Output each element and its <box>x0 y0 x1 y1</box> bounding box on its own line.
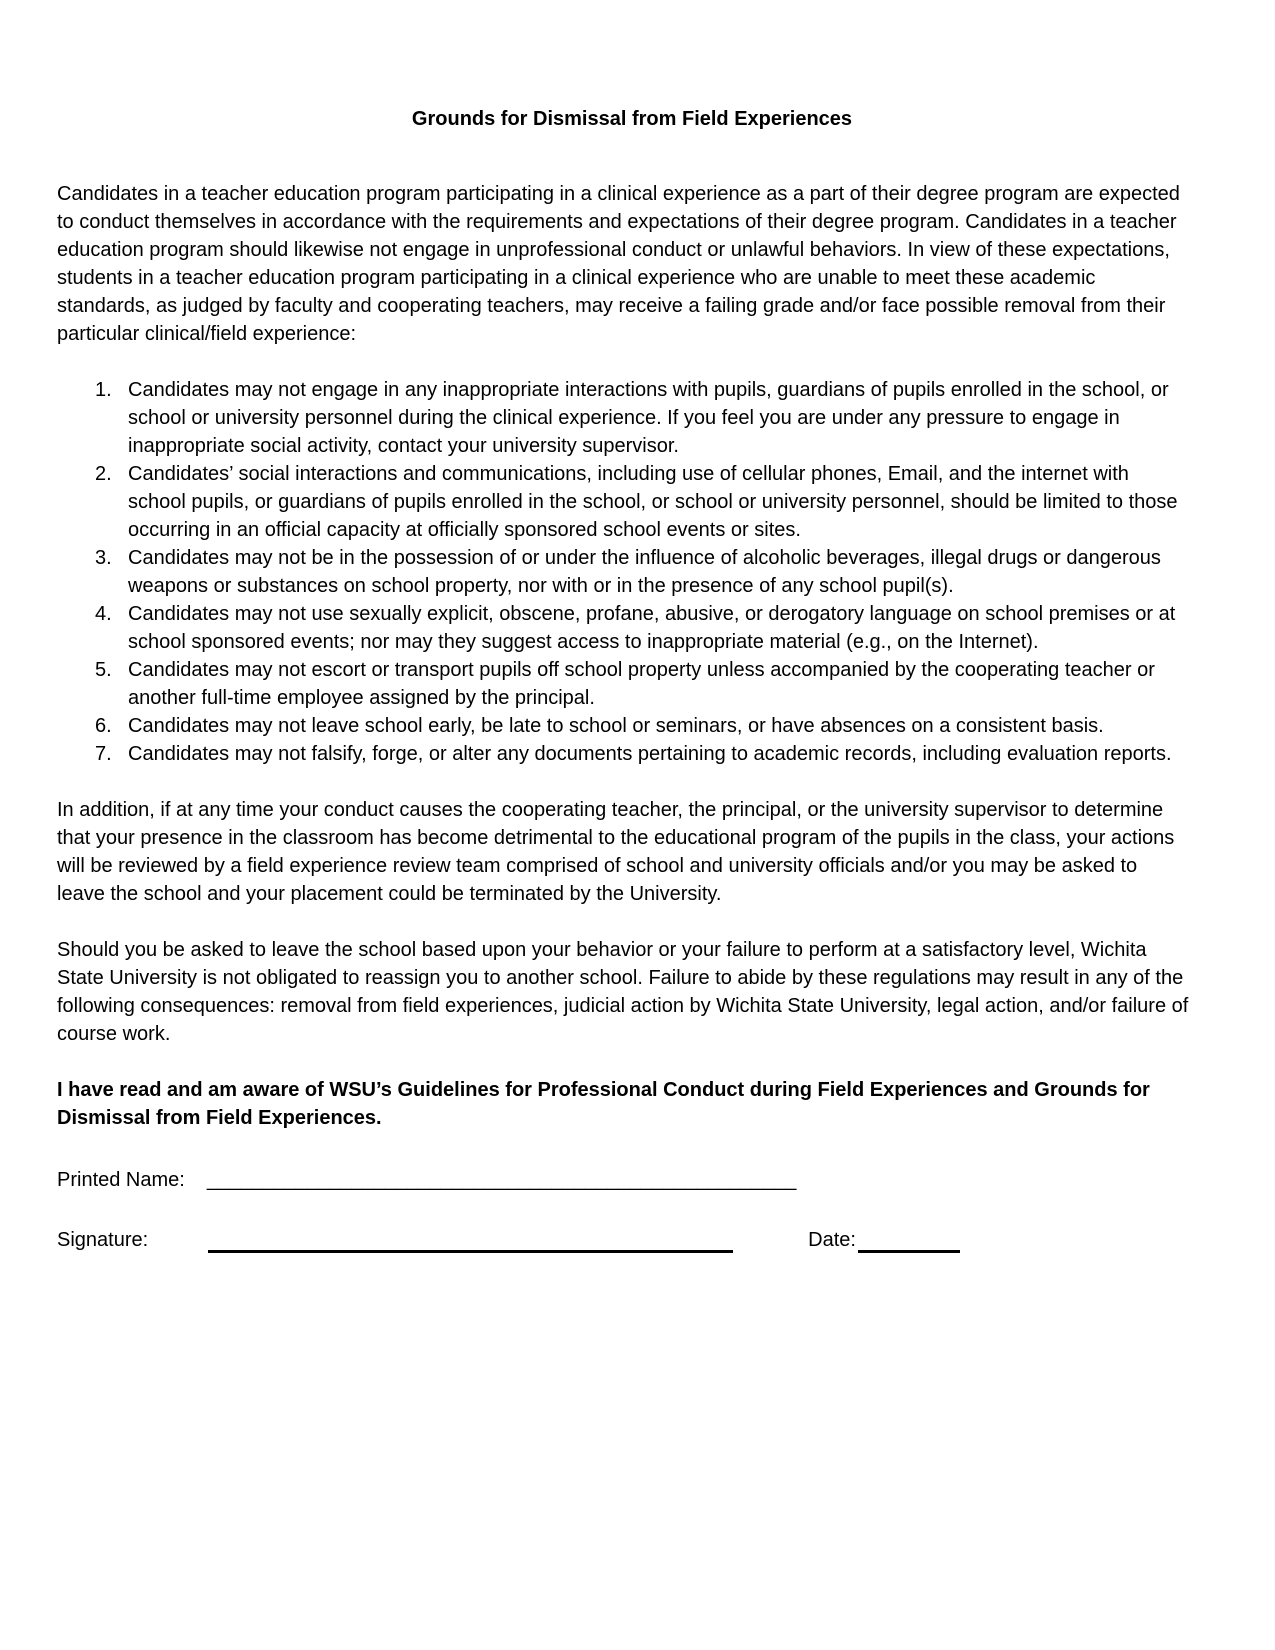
rules-list <box>57 376 1207 768</box>
text-line: In addition, if at any time your conduct causes the cooperating teacher, the principal, or the university supervisor to determine <box>57 799 1164 821</box>
list-item <box>57 460 1207 544</box>
text-line: Dismissal from Field Experiences. <box>57 1107 382 1129</box>
signature-label: Signature: <box>57 1229 149 1251</box>
text-line: particular clinical/field experience: <box>57 323 357 345</box>
list-item <box>57 544 1207 600</box>
text-line: that your presence in the classroom has become detrimental to the educational program of the pupils in the class, your actions <box>57 827 1175 849</box>
text-line: students in a teacher education program participating in a clinical experience who are unable to meet these academic <box>57 267 1096 289</box>
list-item-text <box>128 376 1207 460</box>
printed-name-row <box>57 1166 1207 1194</box>
list-item <box>57 712 1207 740</box>
text-line: Candidates may not engage in any inappropriate interactions with pupils, guardians of pupils enrolled in the school, or <box>128 379 1169 401</box>
text-line: Candidates may not falsify, forge, or alter any documents pertaining to academic records, including evaluation reports. <box>128 743 1172 765</box>
text-line: leave the school and your placement could be terminated by the University. <box>57 883 722 905</box>
text-line: Candidates’ social interactions and communications, including use of cellular phones, Email, and the internet with <box>128 463 1129 485</box>
text-line: standards, as judged by faculty and cooperating teachers, may receive a failing grade and/or face possible removal from their <box>57 295 1166 317</box>
date-label: Date: <box>808 1229 856 1251</box>
text-line: Candidates may not use sexually explicit, obscene, profane, abusive, or derogatory language on school premises or at <box>128 603 1176 625</box>
text-line: Candidates may not leave school early, be late to school or seminars, or have absences on a consistent basis. <box>128 715 1104 737</box>
list-item-number: 1. <box>95 379 112 401</box>
text-line: I have read and am aware of WSU’s Guidelines for Professional Conduct during Field Experiences and Grounds for <box>57 1079 1150 1101</box>
signature-field[interactable] <box>208 1250 733 1253</box>
list-item-text <box>128 740 1207 768</box>
list-item-number: 2. <box>95 463 112 485</box>
text-line: school pupils, or guardians of pupils enrolled in the school, or school or university personnel, should be limited to those <box>128 491 1178 513</box>
text-line: school or university personnel during the clinical experience. If you feel you are under any pressure to engage in <box>128 407 1120 429</box>
text-line: school sponsored events; nor may they suggest access to inappropriate material (e.g., on the Internet). <box>128 631 1039 653</box>
list-item-number: 4. <box>95 603 112 625</box>
acknowledgement-paragraph <box>57 1076 1207 1132</box>
document-content <box>57 0 1207 1254</box>
text-line: Should you be asked to leave the school based upon your behavior or your failure to perform at a satisfactory level, Wichita <box>57 939 1147 961</box>
text-line: inappropriate social activity, contact your university supervisor. <box>128 435 679 457</box>
consequences-paragraph <box>57 936 1207 1048</box>
date-field[interactable] <box>858 1250 960 1253</box>
list-item-text <box>128 600 1207 656</box>
list-item <box>57 376 1207 460</box>
text-line: occurring in an official capacity at officially sponsored school events or sites. <box>128 519 801 541</box>
printed-name-label: Printed Name: <box>57 1169 185 1191</box>
list-item <box>57 600 1207 656</box>
text-line: following consequences: removal from field experiences, judicial action by Wichita State University, legal action, and/or failure of <box>57 995 1189 1017</box>
printed-name-field[interactable]: _____________________________________________________ <box>206 1169 797 1191</box>
list-item-number: 5. <box>95 659 112 681</box>
page-title: Grounds for Dismissal from Field Experiences <box>411 108 853 130</box>
text-line: State University is not obligated to reassign you to another school. Failure to abide by these regulations may result in any of the <box>57 967 1184 989</box>
list-item <box>57 656 1207 712</box>
text-line: another full-time employee assigned by the principal. <box>128 687 595 709</box>
text-line: Candidates in a teacher education program participating in a clinical experience as a part of their degree program are expected <box>57 183 1180 205</box>
list-item-number: 6. <box>95 715 112 737</box>
text-line: weapons or substances on school property, nor with or in the presence of any school pupil(s). <box>128 575 954 597</box>
list-item-text <box>128 712 1207 740</box>
list-item-number: 3. <box>95 547 112 569</box>
list-item-text <box>128 656 1207 712</box>
text-line: course work. <box>57 1023 171 1045</box>
text-line: education program should likewise not engage in unprofessional conduct or unlawful behaviors. In view of these expectations, <box>57 239 1170 261</box>
list-item-text <box>128 460 1207 544</box>
signature-row <box>57 1226 1207 1254</box>
text-line: Candidates may not be in the possession of or under the influence of alcoholic beverages, illegal drugs or dangerous <box>128 547 1161 569</box>
review-paragraph <box>57 796 1207 908</box>
text-line: will be reviewed by a field experience review team comprised of school and university officials and/or you may be asked to <box>57 855 1138 877</box>
text-line: to conduct themselves in accordance with the requirements and expectations of their degree program. Candidates in a teacher <box>57 211 1177 233</box>
intro-paragraph <box>57 180 1207 348</box>
list-item-text <box>128 544 1207 600</box>
text-line: Candidates may not escort or transport pupils off school property unless accompanied by the cooperating teacher or <box>128 659 1155 681</box>
list-item-number: 7. <box>95 743 112 765</box>
list-item <box>57 740 1207 768</box>
